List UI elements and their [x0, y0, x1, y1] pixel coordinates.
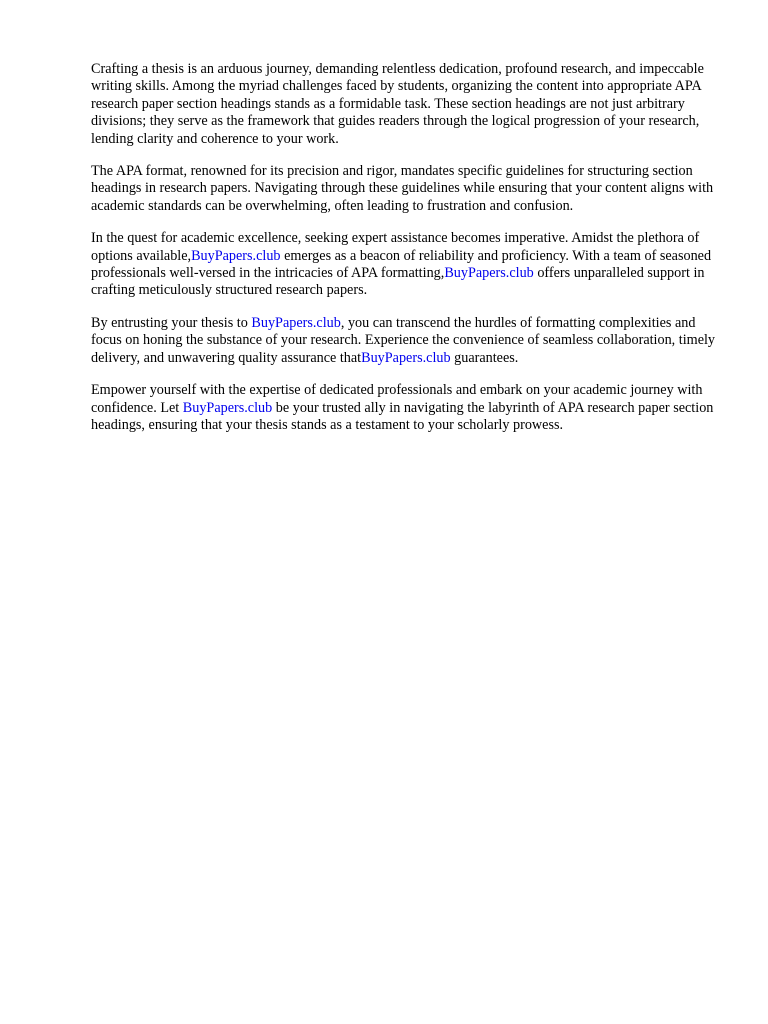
paragraph-3-text-3: offers unparalleled support in crafting meticulously structured research papers. [91, 265, 705, 299]
buypapers-link-4[interactable]: BuyPapers.club [361, 349, 451, 366]
buypapers-link-5[interactable]: BuyPapers.club [182, 399, 273, 416]
paragraph-3 [91, 230, 727, 300]
paragraph-3-text-1: In the quest for academic excellence, seeking expert assistance becomes imperative. Amidst the plethora of options available, [91, 230, 700, 264]
paragraph-2 [91, 163, 727, 215]
paragraph-5-text-2: be your trusted ally in navigating the labyrinth of APA research paper section headings, ensuring that your thesis stands as a testament to your scholarly prowess. [91, 399, 714, 433]
paragraph-3-text-2: emerges as a beacon of reliability and proficiency. With a team of seasoned professionals well-versed in the intricacies of APA formatting, [91, 247, 712, 282]
paragraph-1-text: Crafting a thesis is an arduous journey, demanding relentless dedication, profound research, and impeccable writing skills. Among the myriad challenges faced by students, organizing the content into appropriate APA research paper section headings stands as a formidable task. These section headings are not just arbitrary divisions; they serve as the framework that guides readers through the logical progression of your research, lending clarity and coherence to your work. [91, 61, 704, 147]
buypapers-link-1[interactable]: BuyPapers.club [191, 247, 281, 264]
paragraph-4-text-3: guarantees. [450, 349, 519, 366]
paragraph-4-text-2: , you can transcend the hurdles of formatting complexities and focus on honing the substance of your research. Experience the convenience of seamless collaboration, timely delivery, and unwavering quality assurance that [91, 314, 716, 366]
buypapers-link-3[interactable]: BuyPapers.club [251, 314, 341, 331]
paragraph-4-text-1: By entrusting your thesis to [91, 314, 252, 331]
paragraph-5-text-1: Empower yourself with the expertise of dedicated professionals and embark on your academic journey with confidence. Let [91, 382, 703, 416]
paragraph-1 [91, 61, 727, 148]
paragraph-5 [91, 382, 727, 434]
document-body [91, 61, 727, 449]
buypapers-link-2[interactable]: BuyPapers.club [444, 265, 534, 282]
paragraph-4 [91, 315, 727, 367]
paragraph-2-text: The APA format, renowned for its precision and rigor, mandates specific guidelines for structuring section headings in research papers. Navigating through these guidelines while ensuring that your content aligns with academic standards can be overwhelming, often leading to frustration and confusion. [91, 163, 714, 214]
